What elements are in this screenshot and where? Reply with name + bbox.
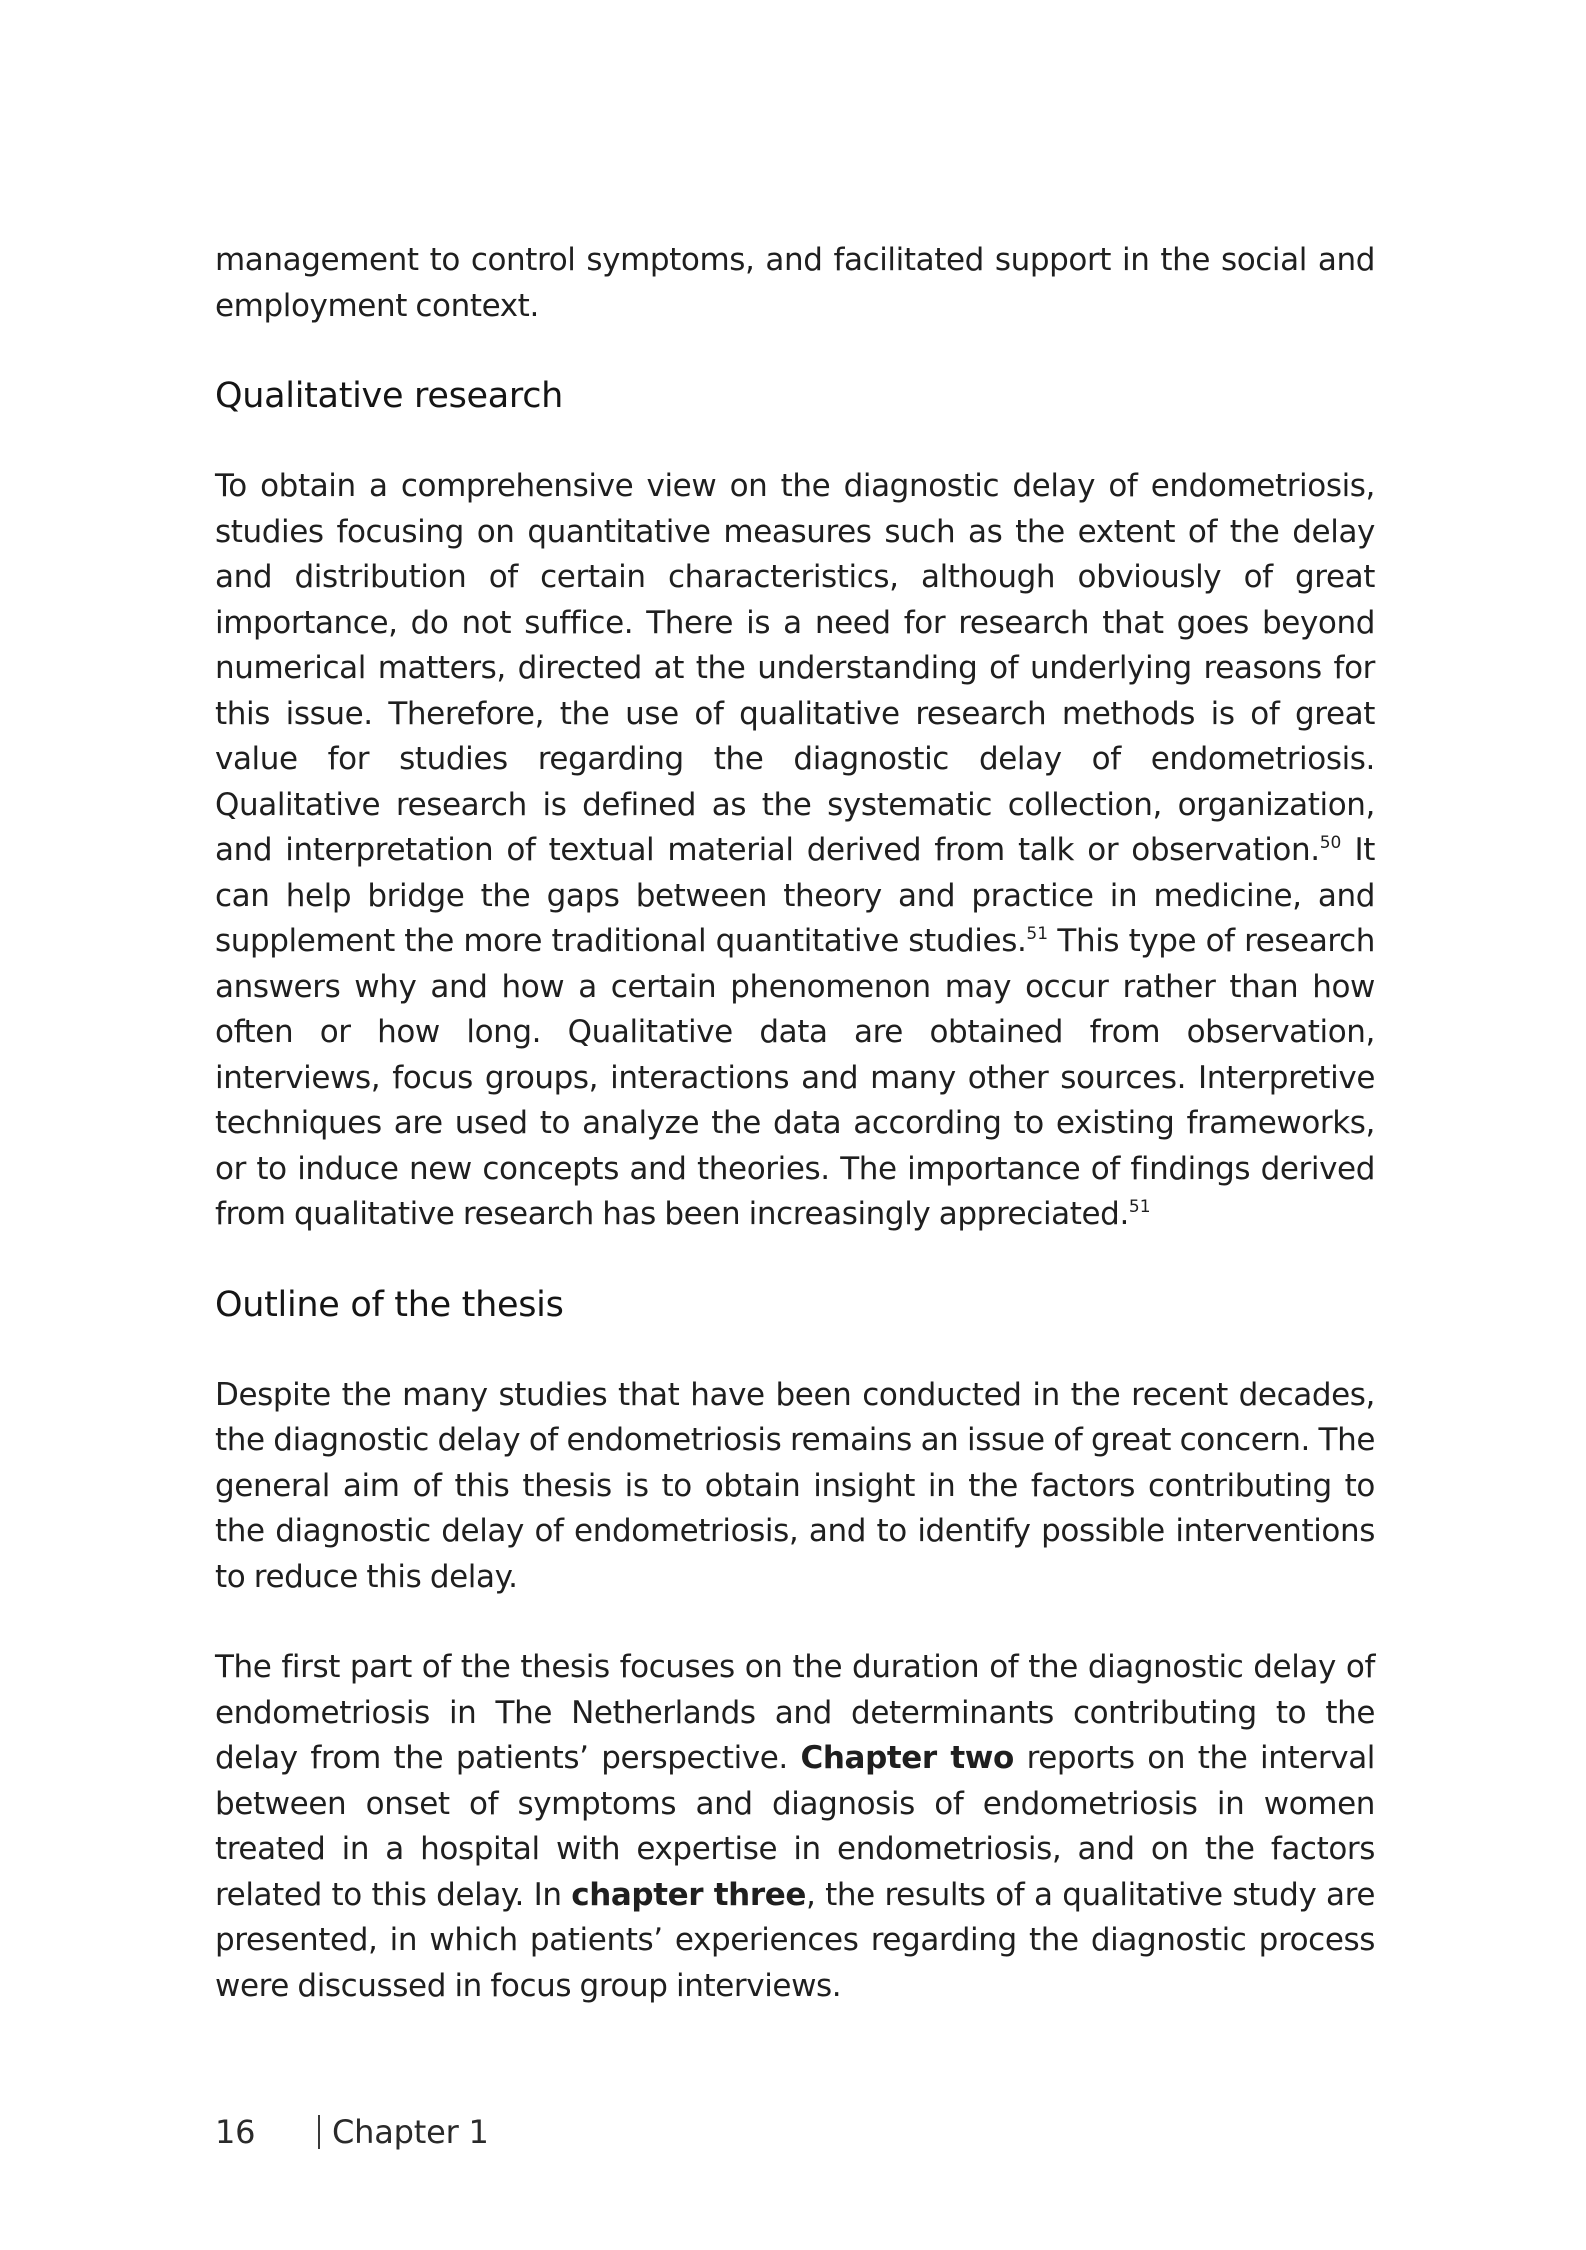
- chapter-reference-bold: chapter three: [571, 1876, 806, 1913]
- chapter-reference-bold: Chapter two: [800, 1740, 1014, 1776]
- reference-superscript: 51: [1026, 924, 1049, 944]
- paragraph-text: reports on the interval between onset of symptoms and diagnosis of endometriosis in women treated in a hospital with expertise in endometriosis, and on the factors related to this delay. In: [215, 1740, 1376, 1913]
- paragraph-text: It can help bridge the gaps between theory and practice in medicine, and supplement the more traditional quantitative studies.: [215, 832, 1375, 959]
- paragraph-text: To obtain a comprehensive view on the diagnostic delay of endometriosis, studies focusing on quantitative measures such as the extent of the delay and distribution of certain characteristics, although obviously of great importance, do not suffice. There is a need for research that goes beyond numerical matters, directed at the understanding of underlying reasons for this issue. Therefore, the use of qualitative research methods is of great value for studies regarding the diagnostic delay of endometriosis. Qualitative research is defined as the systematic collection, organization, and interpretation of textual material derived from talk or observation.: [215, 468, 1375, 868]
- page-number: 16: [215, 2113, 256, 2151]
- intro-paragraph: management to control symptoms, and facilitated support in the social and employment context.: [215, 242, 1375, 324]
- reference-superscript: 50: [1319, 833, 1342, 853]
- page-body: [215, 238, 1375, 2009]
- chapter-label: Chapter 1: [332, 2113, 489, 2151]
- paragraph-text: This type of research answers why and how a certain phenomenon may occur rather than how often or how long. Qualitative data are obtained from observation, interviews, focus groups, interactions and many other sources. Interpretive techniques are used to analyze the data according to existing frameworks, or to induce new concepts and theories. The importance of findings derived from qualitative research has been increasingly appreciated.: [215, 923, 1375, 1232]
- paragraph-text: The first part of the thesis focuses on the duration of the diagnostic delay of endometriosis in The Netherlands and determinants contributing to the delay from the patients’ perspective.: [215, 1649, 1375, 1776]
- section-heading-qualitative-research: Qualitative research: [215, 376, 564, 416]
- outline-paragraph-aim: Despite the many studies that have been conducted in the recent decades, the diagnostic delay of endometriosis remains an issue of great concern. The general aim of this thesis is to obtain insight in the factors contributing to the diagnostic delay of endometriosis, and to identify possible interventions to reduce this delay.: [215, 1376, 1375, 1595]
- section-heading-outline: Outline of the thesis: [215, 1284, 564, 1325]
- page-footer: [215, 2113, 489, 2151]
- reference-superscript: 51: [1128, 1197, 1151, 1217]
- qualitative-research-paragraph: [215, 464, 1375, 1238]
- paragraph-text: , the results of a qualitative study are presented, in which patients’ experiences regarding the diagnostic process were discussed in focus group interviews.: [215, 1876, 1375, 2004]
- outline-paragraph-first-part: [215, 1645, 1375, 2009]
- footer-divider: [318, 2115, 320, 2149]
